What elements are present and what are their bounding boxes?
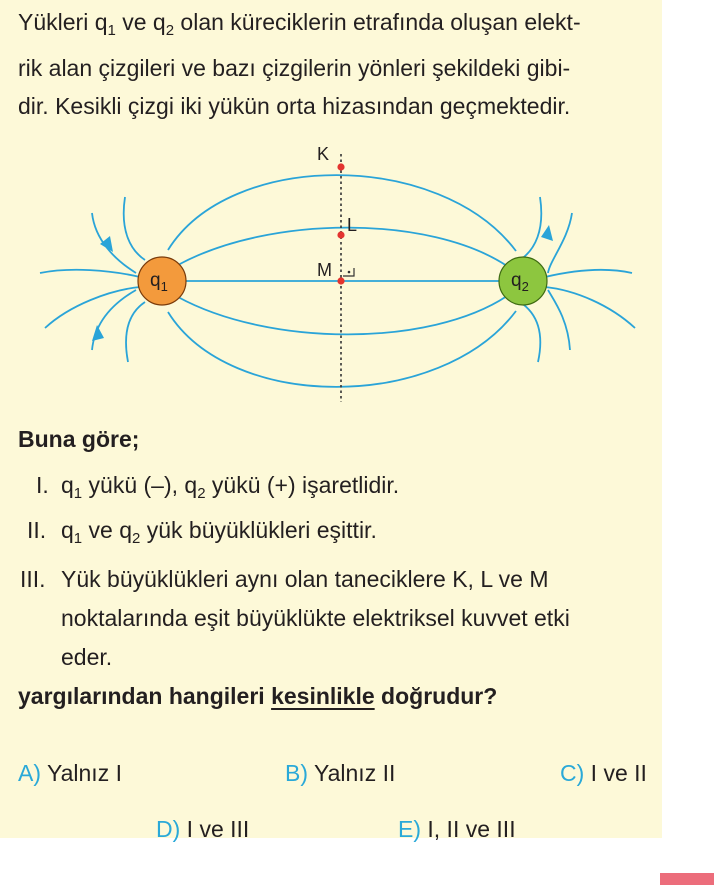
option-c[interactable]: C) I ve II: [560, 760, 647, 786]
field-line-lower-outer: [168, 311, 516, 387]
field-line-q2-f: [520, 302, 540, 362]
item-ii-text: $q_1$ ve $q_2$ yük büyüklükleri eşittir.: [61, 517, 377, 547]
charge-q2-label: $q_2$: [511, 270, 529, 294]
field-line-q1-c: [45, 287, 140, 328]
label-l: L: [347, 215, 358, 235]
field-line-q2-d: [545, 270, 632, 277]
field-line-upper-outer: [168, 175, 516, 251]
item-i-text: $q_1$ yükü (–), $q_2$ yükü (+) işaretlidir.: [61, 472, 400, 502]
item-i-number: I.: [36, 472, 49, 498]
item-ii-number: II.: [27, 517, 47, 543]
option-a[interactable]: A) Yalnız I: [18, 760, 122, 786]
point-l: [337, 231, 344, 238]
field-line-q2-b: [520, 197, 541, 260]
item-iii-line-2: noktalarında eşit büyüklükte elektriksel kuvvet etki: [61, 605, 570, 631]
charge-q1-label: $q_1$: [150, 270, 168, 294]
right-angle-dot: [348, 271, 351, 274]
option-e[interactable]: E) I, II ve III: [398, 816, 516, 842]
intro-line-1: Yükleri $q_1$ ve $q_2$ olan küreciklerin etrafında oluşan elekt-: [18, 9, 581, 39]
field-line-q2-a: [548, 213, 572, 273]
arrow-icon: [541, 225, 553, 241]
arrow-icon: [100, 236, 113, 252]
question-lead: Buna göre;: [18, 426, 140, 452]
intro-line-2: rik alan çizgileri ve bazı çizgilerin yönleri şekildeki gibi-: [18, 55, 571, 81]
field-line-q1-b: [124, 197, 145, 260]
option-b[interactable]: B) Yalnız II: [285, 760, 396, 786]
field-line-q1-d: [40, 270, 140, 277]
item-iii-line-3: eder.: [61, 644, 113, 670]
item-iii-line-1: Yük büyüklükleri aynı olan taneciklere K, L ve M: [61, 566, 549, 592]
item-iii-number: III.: [20, 566, 46, 592]
field-line-lower-inner: [178, 296, 507, 334]
question-prompt: yargılarından hangileri kesinlikle doğrudur?: [18, 683, 498, 709]
label-k: K: [317, 144, 330, 164]
electric-field-diagram: [0, 140, 662, 405]
label-m: M: [317, 260, 332, 280]
field-line-q2-e: [548, 290, 570, 350]
intro-line-3: dir. Kesikli çizgi iki yükün orta hizasından geçmektedir.: [18, 93, 571, 119]
option-d[interactable]: D) I ve III: [156, 816, 250, 842]
point-k: [337, 163, 344, 170]
page-accent-bar: [660, 873, 714, 885]
field-line-q1-f: [126, 302, 145, 362]
point-m: [337, 277, 344, 284]
arrow-icon: [92, 325, 104, 341]
